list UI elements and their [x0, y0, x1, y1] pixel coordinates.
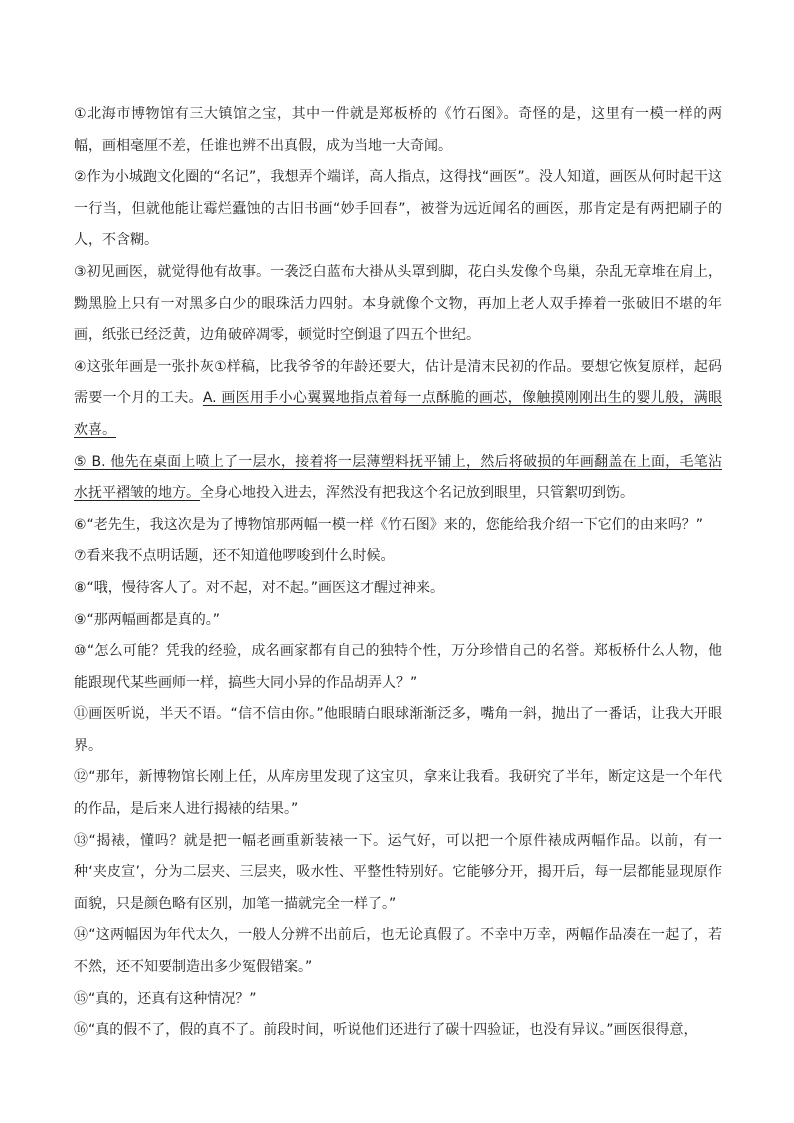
paragraph-16 [74, 1015, 722, 1047]
paragraph-5 [74, 447, 722, 510]
paragraph-text: ⑩“怎么可能？凭我的经验，成名画家都有自己的独特个性，万分珍惜自己的名誉。郑板桥什么人物，他能跟现代某些画师一样，搞些大同小异的作品胡弄人？” [74, 643, 722, 691]
paragraph-7 [74, 541, 722, 573]
paragraph-text: ⑥“老先生，我这次是为了博物馆那两幅一模一样《竹石图》来的，您能给我介绍一下它们的由来吗？” [74, 516, 704, 533]
paragraph-10 [74, 636, 722, 699]
paragraph-text: ⑧“哦，慢待客人了。对不起，对不起。”画医这才醒过神来。 [74, 579, 445, 596]
paragraph-4 [74, 352, 722, 447]
paragraph-2 [74, 162, 722, 257]
paragraph-13 [74, 826, 722, 921]
paragraph-14 [74, 920, 722, 983]
underlined-sentence: ⑤ B. 他先在桌面上喷上了一层水，接着将一层薄塑料抚平铺上，然后将破损的年画翻盖在上面，毛笔沾水抚平褶皱的地方。 [74, 453, 722, 502]
paragraph-1 [74, 99, 722, 162]
paragraph-text: ②作为小城跑文化圈的“名记”，我想弄个端详，高人指点，这得找“画医”。没人知道，画医从何时起干这一行当，但就他能让霉烂蠹蚀的古旧书画“妙手回春”，被誉为远近闻名的画医，那肯定是有两把刷子的人，不含糊。 [74, 169, 722, 249]
paragraph-text: ④这张年画是一张扑灰①样稿，比我爷爷的年龄还要大，估计是清末民初的作品。要想它恢复原样，起码需要一个月的工夫。 [74, 358, 722, 407]
paragraph-11 [74, 699, 722, 762]
paragraph-text: ⑪画医听说，半天不语。“信不信由你。”他眼睛白眼球渐渐泛多，嘴角一斜，抛出了一番话，让我大开眼界。 [74, 706, 722, 754]
paragraph-text: ⑨“那两幅画都是真的。” [74, 611, 221, 628]
paragraph-8 [74, 573, 722, 605]
paragraph-text: ①北海市博物馆有三大镇馆之宝，其中一件就是郑板桥的《竹石图》。奇怪的是，这里有一模一样的两幅，画相毫厘不差，任谁也辨不出真假，成为当地一大奇闻。 [74, 106, 722, 154]
article-body [74, 99, 722, 1047]
paragraph-text: ⑫“那年，新博物馆长刚上任，从库房里发现了这宝贝，拿来让我看。我研究了半年，断定这是一个年代的作品，是后来人进行揭裱的结果。” [74, 769, 722, 818]
paragraph-text: 全身心地投入进去，浑然没有把我这个名记放到眼里，只管絮叨到饬。 [200, 485, 634, 502]
paragraph-text: ⑦看来我不点明话题，还不知道他啰唆到什么时候。 [74, 548, 395, 565]
paragraph-text: ⑮“真的，还真有这种情况？” [74, 990, 257, 1007]
paragraph-12 [74, 762, 722, 825]
paragraph-3 [74, 257, 722, 352]
paragraph-15 [74, 984, 722, 1016]
paragraph-6 [74, 510, 722, 542]
paragraph-text: ⑭“这两幅因为年代太久，一般人分辨不出前后，也无论真假了。不幸中万幸，两幅作品凑在一起了，若不然，还不知要制造出多少冤假错案。” [74, 927, 722, 976]
paragraph-9 [74, 605, 722, 637]
underlined-sentence: A. 画医用手小心翼翼地指点着每一点酥脆的画芯，像触摸刚刚出生的婴儿般，满眼欢喜。 [74, 390, 723, 438]
paragraph-text: ⑬“揭裱，懂吗？就是把一幅老画重新装裱一下。运气好，可以把一个原件裱成两幅作品。以前，有一种‘夹皮宣’，分为二层夹、三层夹，吸水性、平整性特别好。它能够分开，揭开后，每一层都能显现原作面貌，只是颜色略有区别，加笔一描就完全一样了。” [74, 832, 722, 912]
paragraph-text: ③初见画医，就觉得他有故事。一袭泛白蓝布大褂从头罩到脚，花白头发像个鸟巢，杂乱无章堆在肩上，黝黑脸上只有一对黑多白少的眼珠活力四射。本身就像个文物，再加上老人双手捧着一张破旧不堪的年画，纸张已经泛黄，边角破碎凋零，顿觉时空倒退了四五个世纪。 [74, 263, 722, 344]
paragraph-text: ⑯“真的假不了，假的真不了。前段时间，听说他们还进行了碳十四验证，也没有异议。”画医很得意， [74, 1022, 698, 1039]
